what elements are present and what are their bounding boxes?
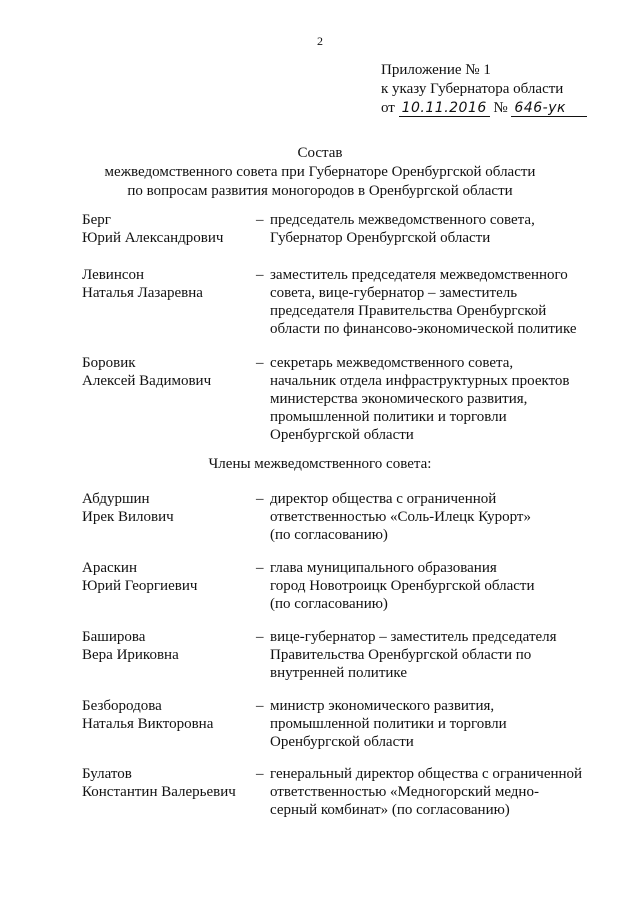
role-line: Оренбургской области <box>270 427 414 443</box>
role-line: секретарь межведомственного совета, <box>270 355 514 371</box>
name-line: Боровик <box>82 355 136 371</box>
role-line: совета, вице-губернатор – заместитель <box>270 285 518 301</box>
person-name <box>82 628 257 664</box>
role-line: ответственностью «Соль-Илецк Курорт» <box>270 509 531 525</box>
appendix-date-number <box>381 99 587 118</box>
person-name <box>82 266 257 302</box>
role-line: председатель межведомственного совета, <box>270 212 535 228</box>
appendix-reference: к указу Губернатора области <box>381 81 564 97</box>
role-line: город Новотроицк Оренбургской области <box>270 578 535 594</box>
person-name <box>82 765 257 801</box>
person-role <box>270 628 600 682</box>
role-line: (по согласованию) <box>270 596 388 612</box>
dash-separator: – <box>256 629 264 645</box>
title-line-3: по вопросам развития моногородов в Оренбургской области <box>127 183 513 199</box>
person-role <box>270 697 600 751</box>
person-role <box>270 266 600 338</box>
role-line: директор общества с ограниченной <box>270 491 497 507</box>
handwritten-date: 10.11.2016 <box>399 101 490 117</box>
role-line: министерства экономического развития, <box>270 391 528 407</box>
name-line: Ирек Вилович <box>82 509 174 525</box>
name-line: Юрий Георгиевич <box>82 578 198 594</box>
name-line: Наталья Лазаревна <box>82 285 203 301</box>
handwritten-number: 646-ук <box>511 101 587 117</box>
role-line: Губернатор Оренбургской области <box>270 230 491 246</box>
name-line: Берг <box>82 212 111 228</box>
document-title <box>0 144 640 201</box>
person-name <box>82 354 257 390</box>
role-line: заместитель председателя межведомственного <box>270 267 568 283</box>
role-line: (по согласованию) <box>270 527 388 543</box>
name-line: Вера Ириковна <box>82 647 179 663</box>
dash-separator: – <box>256 267 264 283</box>
appendix-header <box>381 61 587 118</box>
person-name <box>82 559 257 595</box>
name-line: Юрий Александрович <box>82 230 224 246</box>
role-line: председателя Правительства Оренбургской <box>270 303 547 319</box>
title-line-2: межведомственного совета при Губернаторе Оренбургской области <box>104 164 536 180</box>
title-line-1: Состав <box>297 145 343 161</box>
role-line: ответственностью «Медногорский медно- <box>270 784 539 800</box>
members-header: Члены межведомственного совета: <box>208 456 432 472</box>
person-name <box>82 211 257 247</box>
dash-separator: – <box>256 355 264 371</box>
person-role <box>270 354 600 444</box>
role-line: глава муниципального образования <box>270 560 497 576</box>
dash-separator: – <box>256 491 264 507</box>
dash-separator: – <box>256 560 264 576</box>
person-role <box>270 211 600 247</box>
name-line: Булатов <box>82 766 132 782</box>
role-line: области по финансово-экономической политике <box>270 321 577 337</box>
number-label: № <box>493 100 508 116</box>
appendix-title: Приложение № 1 <box>381 62 491 78</box>
role-line: Правительства Оренбургской области по <box>270 647 532 663</box>
name-line: Алексей Вадимович <box>82 373 212 389</box>
role-line: внутренней политике <box>270 665 407 681</box>
name-line: Левинсон <box>82 267 145 283</box>
name-line: Безбородова <box>82 698 162 714</box>
name-line: Араскин <box>82 560 137 576</box>
role-line: Оренбургской области <box>270 734 414 750</box>
role-line: министр экономического развития, <box>270 698 495 714</box>
name-line: Баширова <box>82 629 146 645</box>
dash-separator: – <box>256 212 264 228</box>
role-line: серный комбинат» (по согласованию) <box>270 802 510 818</box>
role-line: генеральный директор общества с ограниченной <box>270 766 583 782</box>
person-role <box>270 765 600 819</box>
name-line: Константин Валерьевич <box>82 784 236 800</box>
role-line: промышленной политики и торговли <box>270 716 507 732</box>
person-name <box>82 490 257 526</box>
from-label: от <box>381 100 395 116</box>
page-number: 2 <box>317 34 323 48</box>
name-line: Абдуршин <box>82 491 150 507</box>
role-line: вице-губернатор – заместитель председателя <box>270 629 557 645</box>
dash-separator: – <box>256 698 264 714</box>
dash-separator: – <box>256 766 264 782</box>
person-role <box>270 559 600 613</box>
person-role <box>270 490 600 544</box>
name-line: Наталья Викторовна <box>82 716 214 732</box>
person-name <box>82 697 257 733</box>
role-line: промышленной политики и торговли <box>270 409 507 425</box>
role-line: начальник отдела инфраструктурных проектов <box>270 373 570 389</box>
